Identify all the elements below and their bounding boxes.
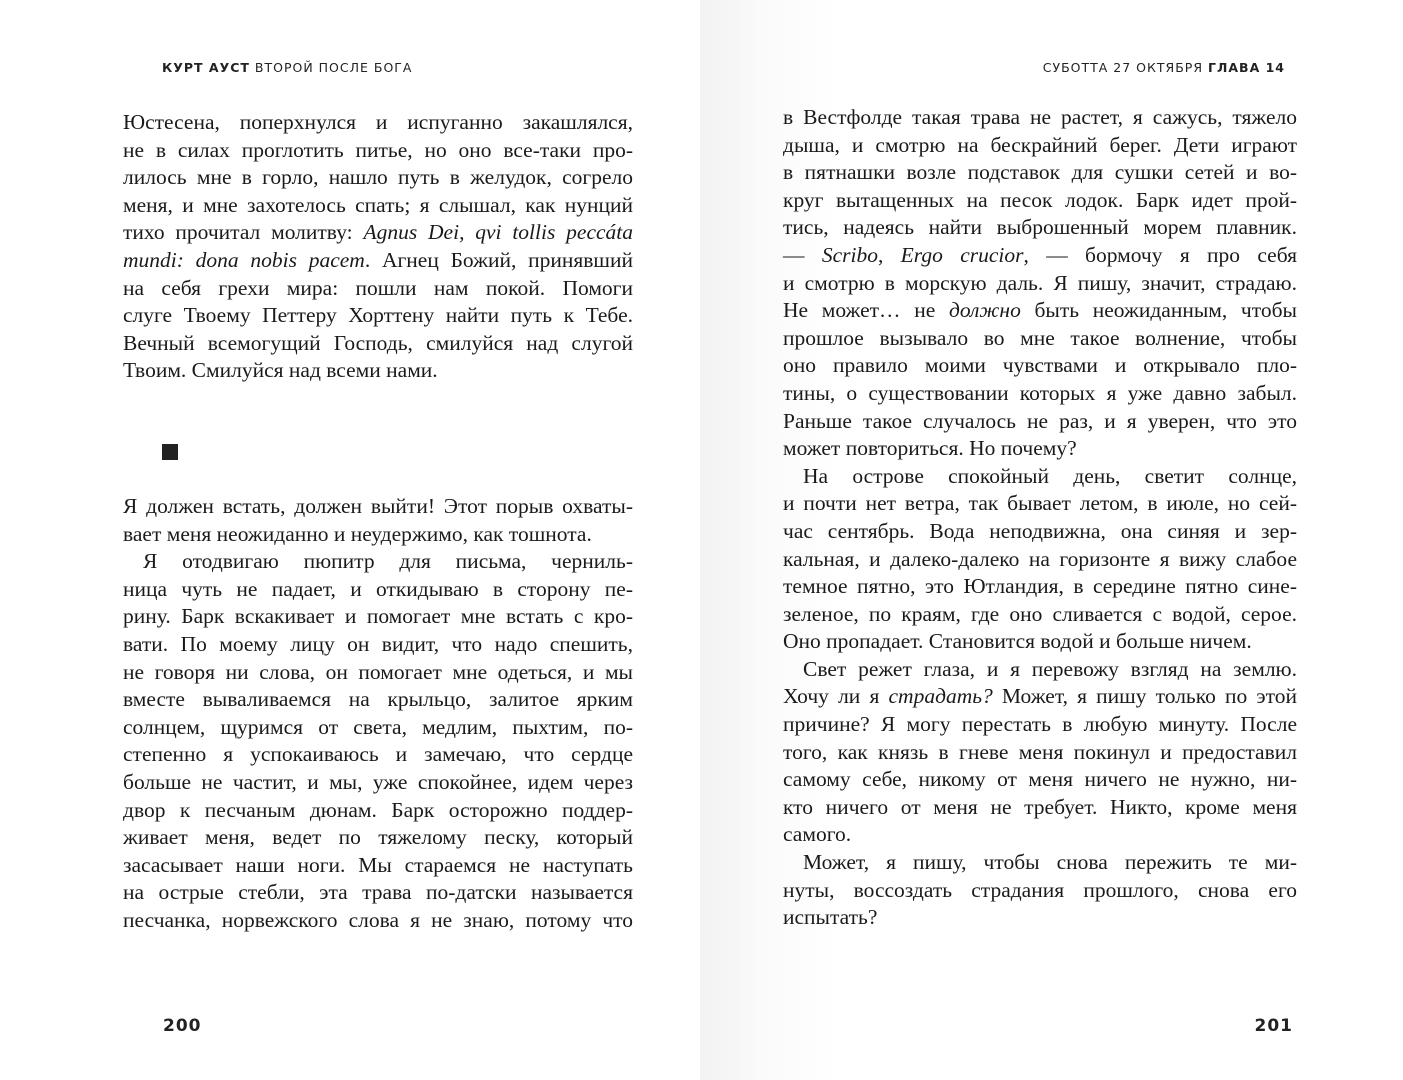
text-segment: Раньше такое случалось не раз, и я уверен, что это: [783, 408, 1297, 433]
text-segment: на себя грехи мира: пошли нам покой. Помоги: [123, 275, 633, 300]
italic-text: Ergo crucior: [900, 242, 1024, 267]
text-segment: слуге Твоему Петтеру Хорттену найти путь к Тебе.: [123, 303, 633, 328]
text-line: [123, 797, 633, 825]
text-segment: того, как князь в гневе меня покинул и предоставил: [783, 739, 1297, 764]
text-segment: может повториться. Но почему?: [783, 436, 1077, 461]
text-line: [783, 159, 1297, 187]
text-line: [123, 275, 633, 303]
text-segment: больше не частит, и мы, уже спокойнее, идем через: [123, 769, 633, 794]
text-line: [783, 463, 1297, 491]
text-segment: живает меня, ведет по тяжелому песку, который: [123, 825, 633, 850]
text-line: [783, 711, 1297, 739]
text-segment: , — бормочу я про себя: [1023, 242, 1298, 267]
text-segment: вает меня неожиданно и неудержимо, как тошнота.: [123, 521, 592, 546]
italic-text: Scribo: [821, 242, 878, 267]
text-segment: Свет режет глаза, и я перевожу взгляд на землю.: [803, 656, 1297, 681]
text-line: [123, 330, 633, 358]
text-segment: тины, о существовании которых я уже давно забыл.: [783, 380, 1297, 405]
left-page: [0, 0, 700, 1080]
text-segment: засасывает наши ноги. Мы стараемся не наступать: [123, 852, 633, 877]
text-segment: двор к песчаным дюнам. Барк осторожно поддер-: [123, 797, 633, 822]
text-segment: зеленое, по краям, где оно сливается с водой, серое.: [783, 601, 1297, 626]
text-line: [783, 187, 1297, 215]
text-segment: вместе вываливаемся на крыльцо, залитое ярким: [123, 687, 633, 712]
text-line: [783, 435, 1297, 463]
text-line: [783, 380, 1297, 408]
text-line: [783, 849, 1297, 877]
text-segment: и почти нет ветра, так бывает летом, в июле, но сей-: [783, 491, 1297, 516]
text-line: [783, 325, 1297, 353]
text-line: [783, 683, 1297, 711]
text-segment: нуты, воссоздать страдания прошлого, снова его: [783, 877, 1297, 902]
text-line: [123, 824, 633, 852]
text-segment: Твоим. Смилуйся над всеми нами.: [123, 358, 438, 383]
text-segment: лилось мне в горло, нашло путь в желудок, согрело: [123, 165, 633, 190]
text-segment: ,: [877, 242, 901, 267]
italic-text: страдать?: [888, 684, 993, 709]
text-segment: Я должен встать, должен выйти! Этот порыв охваты-: [123, 494, 633, 518]
text-segment: песчанка, норвежского слова я не знаю, потому что: [123, 907, 633, 932]
text-line: [123, 302, 633, 330]
text-segment: круг вытащенных на песок лодок. Барк идет прой-: [783, 187, 1297, 212]
text-line: [783, 352, 1297, 380]
text-line: [783, 104, 1297, 132]
text-line: [783, 408, 1297, 436]
text-segment: в пятнашки возле подставок для сушки сетей и во-: [783, 160, 1297, 185]
text-segment: темное пятно, это Ютландия, в середине пятно сине-: [783, 574, 1297, 599]
text-segment: быть неожиданным, чтобы: [1020, 298, 1297, 323]
text-line: [123, 219, 633, 247]
page-number: 200: [163, 1016, 202, 1036]
text-segment: не говоря ни слова, он помогает мне одеться, и мы: [123, 659, 633, 684]
text-segment: Не может… не: [783, 298, 949, 323]
text-segment: степенно я успокаиваюсь и замечаю, что сердце: [123, 742, 633, 767]
text-line: [783, 656, 1297, 684]
text-segment: —: [783, 242, 822, 267]
text-line: [123, 769, 633, 797]
text-segment: Хочу ли я: [783, 684, 889, 709]
text-line: [123, 852, 633, 880]
text-line: [123, 686, 633, 714]
running-header: [162, 60, 412, 75]
text-line: [123, 576, 633, 604]
text-line: [123, 109, 633, 137]
text-line: [123, 714, 633, 742]
text-segment: Вечный всемогущий Господь, смилуйся над слугой: [123, 330, 633, 355]
text-segment: Юстесена, поперхнулся и испуганно закашлялся,: [123, 110, 633, 134]
text-line: [123, 521, 633, 549]
text-line: [783, 490, 1297, 518]
text-line: [123, 603, 633, 631]
text-line: [783, 877, 1297, 905]
header-chapter: ГЛАВА 14: [1208, 60, 1285, 75]
text-line: [123, 192, 633, 220]
text-line: [123, 879, 633, 907]
text-segment: прошлое вызывало во мне такое волнение, чтобы: [783, 325, 1297, 350]
running-header: [1043, 60, 1285, 75]
text-block: [783, 104, 1297, 932]
text-line: [783, 270, 1297, 298]
text-line: [123, 247, 633, 275]
text-segment: солнцем, щуримся от света, медлим, пыхтим, по-: [123, 714, 633, 739]
italic-text: Agnus Dei, qvi tollis peccáta: [363, 220, 634, 245]
text-segment: час сентябрь. Вода неподвижна, она синяя и зер-: [783, 518, 1297, 543]
text-line: [783, 214, 1297, 242]
text-segment: . Агнец Божий, принявший: [364, 247, 633, 272]
text-segment: кальная, и далеко-далеко на горизонте я вижу слабое: [783, 546, 1297, 571]
text-line: [783, 546, 1297, 574]
text-segment: Может, я пишу только по этой: [992, 684, 1297, 709]
text-segment: самого.: [783, 822, 852, 847]
header-date: СУБОТТА 27 ОКТЯБРЯ: [1042, 60, 1204, 75]
text-line: [123, 357, 633, 385]
text-line: [783, 904, 1297, 932]
header-author: КУРТ АУСТ: [162, 60, 250, 75]
italic-text: должно: [948, 298, 1021, 323]
text-line: [123, 659, 633, 687]
text-line: [123, 493, 633, 521]
text-line: [783, 518, 1297, 546]
header-book-title: ВТОРОЙ ПОСЛЕ БОГА: [254, 60, 413, 75]
text-segment: меня, и мне захотелось спать; я слышал, как нунций: [123, 192, 633, 217]
text-line: [783, 821, 1297, 849]
text-segment: тихо прочитал молитву:: [123, 220, 364, 245]
text-line: [123, 137, 633, 165]
italic-text: mundi: dona nobis pacem: [123, 247, 365, 272]
text-line: [783, 601, 1297, 629]
text-segment: Я отодвигаю пюпитр для письма, черниль-: [143, 549, 633, 574]
text-line: [783, 242, 1297, 270]
text-segment: оно правило моими чувствами и открывало пло-: [783, 353, 1297, 378]
text-segment: на острые стебли, эта трава по-датски называется: [123, 880, 633, 905]
text-segment: На острове спокойный день, светит солнце,: [803, 463, 1297, 488]
text-segment: испытать?: [783, 905, 878, 930]
text-segment: ница чуть не падает, и откидываю в сторону пе-: [123, 576, 633, 601]
text-line: [783, 573, 1297, 601]
text-line: [123, 548, 633, 576]
text-segment: дыша, и смотрю на бескрайний берег. Дети играют: [783, 132, 1297, 157]
text-line: [783, 628, 1297, 656]
text-line: [783, 132, 1297, 160]
text-segment: вати. По моему лицу он видит, что надо спешить,: [123, 631, 633, 656]
text-segment: в Вестфолде такая трава не растет, я сажусь, тяжело: [783, 105, 1297, 129]
text-segment: рину. Барк вскакивает и помогает мне встать с кро-: [123, 604, 633, 629]
text-segment: не в силах проглотить питье, но оно все-таки про-: [123, 137, 633, 162]
section-break-square-icon: [162, 444, 178, 460]
text-segment: Может, я пишу, чтобы снова пережить те ми-: [803, 850, 1297, 875]
text-line: [123, 631, 633, 659]
right-page: [700, 0, 1403, 1080]
text-line: [783, 739, 1297, 767]
page-number: 201: [1254, 1016, 1293, 1036]
text-segment: Оно пропадает. Становится водой и больше ничем.: [783, 629, 1252, 654]
text-line: [123, 164, 633, 192]
text-segment: и смотрю в морскую даль. Я пишу, значит, страдаю.: [783, 270, 1297, 295]
text-segment: тись, надеясь найти выброшенный морем плавник.: [783, 215, 1297, 240]
text-segment: самому себе, никому от меня ничего не нужно, ни-: [783, 767, 1297, 792]
text-line: [123, 907, 633, 935]
text-segment: кто ничего от меня не требует. Никто, кроме меня: [783, 794, 1297, 819]
text-line: [783, 297, 1297, 325]
text-line: [783, 794, 1297, 822]
text-block: [123, 493, 633, 935]
text-block: [123, 109, 633, 385]
text-segment: причине? Я могу перестать в любую минуту. После: [783, 712, 1297, 737]
text-line: [783, 766, 1297, 794]
text-line: [123, 741, 633, 769]
